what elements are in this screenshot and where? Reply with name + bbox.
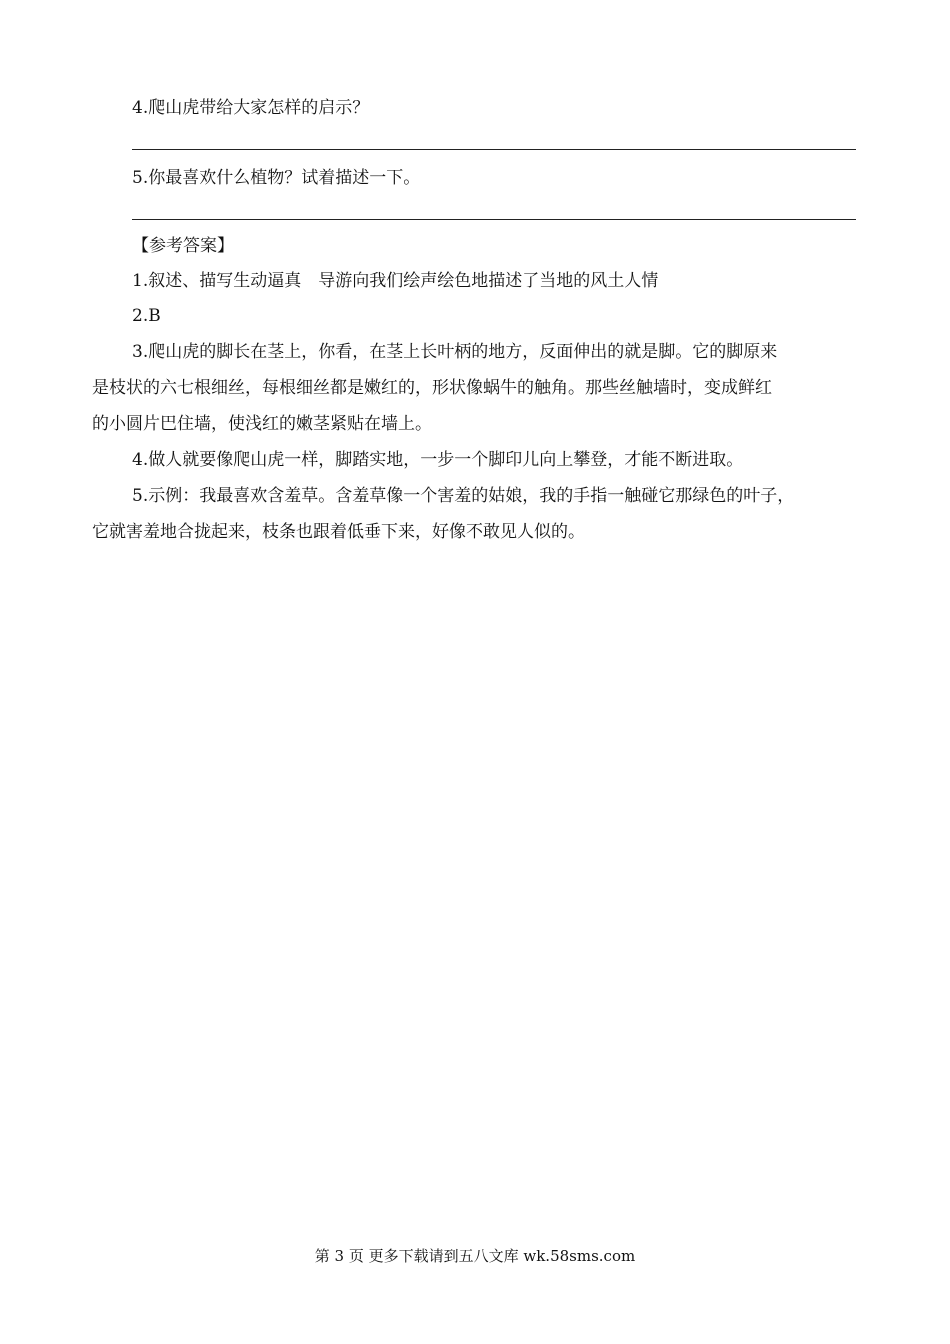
answer-5-line-1: 5.示例：我最喜欢含羞草。含羞草像一个害羞的姑娘，我的手指一触碰它那绿色的叶子， <box>132 486 795 506</box>
answers-heading: 【参考答案】 <box>132 236 234 256</box>
answer-3-line-1: 3.爬山虎的脚长在茎上，你看，在茎上长叶柄的地方，反面伸出的就是脚。它的脚原来 <box>132 342 778 362</box>
answer-2: 2.B <box>132 306 161 326</box>
answer-4: 4.做人就要像爬山虎一样，脚踏实地，一步一个脚印儿向上攀登，才能不断进取。 <box>132 450 744 470</box>
answer-3-line-3: 的小圆片巴住墙，使浅红的嫩茎紧贴在墙上。 <box>92 414 432 434</box>
answer-line-5 <box>132 219 856 220</box>
answer-line-4 <box>132 149 856 150</box>
answer-5-line-2: 它就害羞地合拢起来，枝条也跟着低垂下来，好像不敢见人似的。 <box>92 522 585 542</box>
answer-1: 1.叙述、描写生动逼真 导游向我们绘声绘色地描述了当地的风土人情 <box>132 271 659 291</box>
question-5: 5.你最喜欢什么植物？试着描述一下。 <box>132 168 421 188</box>
page-footer: 第 3 页 更多下载请到五八文库 wk.58sms.com <box>314 1247 636 1265</box>
question-4: 4.爬山虎带给大家怎样的启示？ <box>132 98 370 118</box>
answer-3-line-2: 是枝状的六七根细丝，每根细丝都是嫩红的，形状像蜗牛的触角。那些丝触墙时，变成鲜红 <box>92 378 772 398</box>
